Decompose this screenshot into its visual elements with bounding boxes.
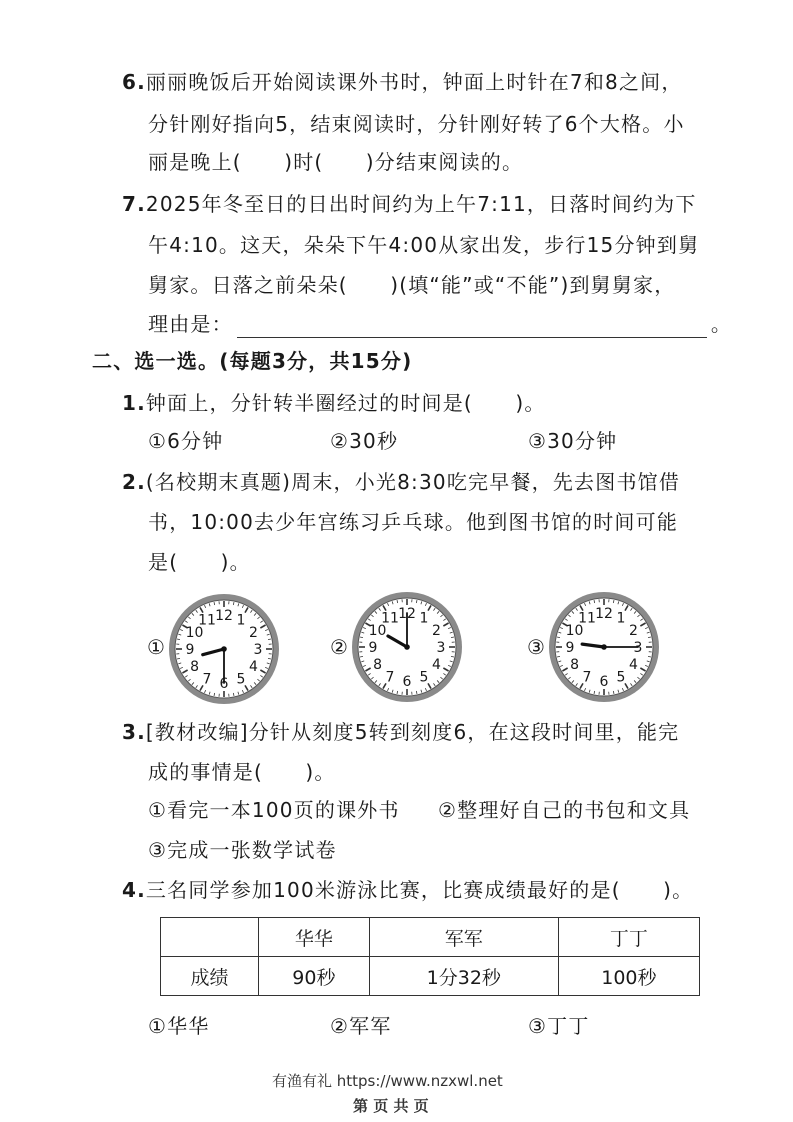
q7-line1: [122, 190, 697, 218]
clock-option-1[interactable]: [166, 591, 282, 707]
clock-number: 3: [253, 642, 263, 658]
table-header-cell: 华华: [258, 918, 369, 957]
q7-reason: [148, 310, 732, 338]
clock-number: 1: [616, 610, 626, 627]
clock-number: 11: [578, 610, 596, 627]
mc1-stem-line: [122, 389, 546, 417]
q7-reason-label: 理由是：: [148, 312, 233, 336]
clock-number: 8: [570, 657, 580, 673]
clock-number: 7: [202, 671, 212, 688]
clock-number: 3: [436, 640, 446, 656]
clock-number: 2: [248, 625, 258, 641]
clock-number: 6: [219, 676, 229, 692]
mc1-stem: 钟面上，分针转半圈经过的时间是( )。: [145, 391, 546, 415]
clock-number: 10: [565, 623, 584, 639]
clock-number: 7: [385, 669, 395, 686]
q6-number: 6.: [122, 70, 146, 94]
mc4-number: 4.: [122, 878, 146, 902]
q7-reason-end: 。: [710, 312, 733, 336]
section2-title: 二、选一选。(每题3分，共15分): [92, 349, 413, 373]
clock-number: 5: [419, 669, 429, 686]
mc2-number: 2.: [122, 470, 146, 494]
clock-number: 11: [381, 610, 399, 627]
mc2-line1: [122, 468, 680, 496]
table-cell: 1分32秒: [369, 957, 558, 996]
clock-center-pin: [221, 646, 227, 652]
clock-center-pin: [404, 644, 410, 650]
q6-text-1: 丽丽晚饭后开始阅读课外书时，钟面上时针在7和8之间，: [145, 70, 683, 94]
clock-number: 6: [599, 674, 609, 690]
table-cell: 成绩: [161, 957, 259, 996]
mc4-option-3[interactable]: ③丁丁: [528, 1014, 590, 1038]
mc3-line1: [122, 718, 679, 746]
q7-text-1: 2025年冬至日的日出时间约为上午7:11，日落时间约为下: [145, 192, 697, 216]
clock-number: 8: [373, 657, 383, 673]
clock-number: 12: [215, 608, 233, 624]
mc1-option-1[interactable]: ①6分钟: [148, 429, 224, 453]
mc2-line2: 书，10:00去少年宫练习乒乓球。他到图书馆的时间可能: [148, 510, 679, 534]
q7-line3: 舅家。日落之前朵朵( )(填“能”或“不能”)到舅舅家，: [148, 273, 676, 297]
clock-number: 7: [582, 669, 592, 686]
mc4-stem: 三名同学参加100米游泳比赛，比赛成绩最好的是( )。: [145, 878, 694, 902]
clock-number: 1: [236, 612, 246, 629]
clock-option-3-label[interactable]: ③: [527, 635, 545, 659]
clock-number: 4: [248, 659, 258, 675]
mc3-text-1: [教材改编]分针从刻度5转到刻度6，在这段时间里，能完: [145, 720, 680, 744]
clock-center-pin: [601, 644, 607, 650]
q7-number: 7.: [122, 192, 146, 216]
clock-number: 5: [236, 671, 246, 688]
mc4-option-2[interactable]: ②军军: [330, 1014, 392, 1038]
mc3-number: 3.: [122, 720, 146, 744]
page-footer: 第 页 共 页: [353, 1097, 429, 1115]
clock-number: 2: [628, 623, 638, 639]
mc3-option-2[interactable]: ②整理好自己的书包和文具: [438, 798, 691, 822]
clock-number: 6: [402, 674, 412, 690]
table-header-row: [161, 918, 700, 957]
table-cell: 100秒: [558, 957, 699, 996]
clock-number: 9: [368, 640, 378, 656]
clock-number: 8: [190, 659, 200, 675]
table-row: [161, 957, 700, 996]
clock-number: 3: [633, 640, 643, 656]
clock-option-3[interactable]: [546, 589, 662, 705]
clock-option-1-label[interactable]: ①: [147, 635, 165, 659]
clock-number: 4: [431, 657, 441, 673]
table-cell: 90秒: [258, 957, 369, 996]
clock-option-2-label[interactable]: ②: [330, 635, 348, 659]
clock-number: 4: [628, 657, 638, 673]
clock-option-2[interactable]: [349, 589, 465, 705]
watermark-text: 有渔有礼 https://www.nzxwl.net: [272, 1072, 503, 1090]
swim-results-table: [160, 917, 700, 996]
q7-reason-blank[interactable]: [237, 317, 707, 338]
mc3-option-1[interactable]: ①看完一本100页的课外书: [148, 798, 400, 822]
table-header-cell: 丁丁: [558, 918, 699, 957]
q6-line1: [122, 68, 683, 96]
clock-number: 10: [368, 623, 387, 639]
mc3-option-3[interactable]: ③完成一张数学试卷: [148, 838, 337, 862]
clock-number: 12: [398, 606, 416, 622]
clock-number: 1: [419, 610, 429, 627]
clock-number: 11: [198, 612, 216, 629]
q7-line2: 午4:10。这天，朵朵下午4:00从家出发，步行15分钟到舅: [148, 233, 700, 257]
mc1-option-2[interactable]: ②30秒: [330, 429, 399, 453]
table-header-cell: [161, 918, 259, 957]
mc4-option-1[interactable]: ①华华: [148, 1014, 210, 1038]
clock-number: 9: [565, 640, 575, 656]
mc4-stem-line: [122, 876, 693, 904]
mc2-line3: 是( )。: [148, 550, 251, 574]
mc3-line2: 成的事情是( )。: [148, 760, 336, 784]
clock-number: 12: [595, 606, 613, 622]
clock-number: 2: [431, 623, 441, 639]
q6-line3: 丽是晚上( )时( )分结束阅读的。: [148, 150, 524, 174]
clock-number: 9: [185, 642, 195, 658]
table-header-cell: 军军: [369, 918, 558, 957]
clock-number: 10: [185, 625, 204, 641]
clock-number: 5: [616, 669, 626, 686]
mc1-option-3[interactable]: ③30分钟: [528, 429, 618, 453]
q6-line2: 分针刚好指向5，结束阅读时，分针刚好转了6个大格。小: [148, 112, 685, 136]
mc2-text-1: (名校期末真题)周末，小光8:30吃完早餐，先去图书馆借: [145, 470, 681, 494]
mc1-number: 1.: [122, 391, 146, 415]
